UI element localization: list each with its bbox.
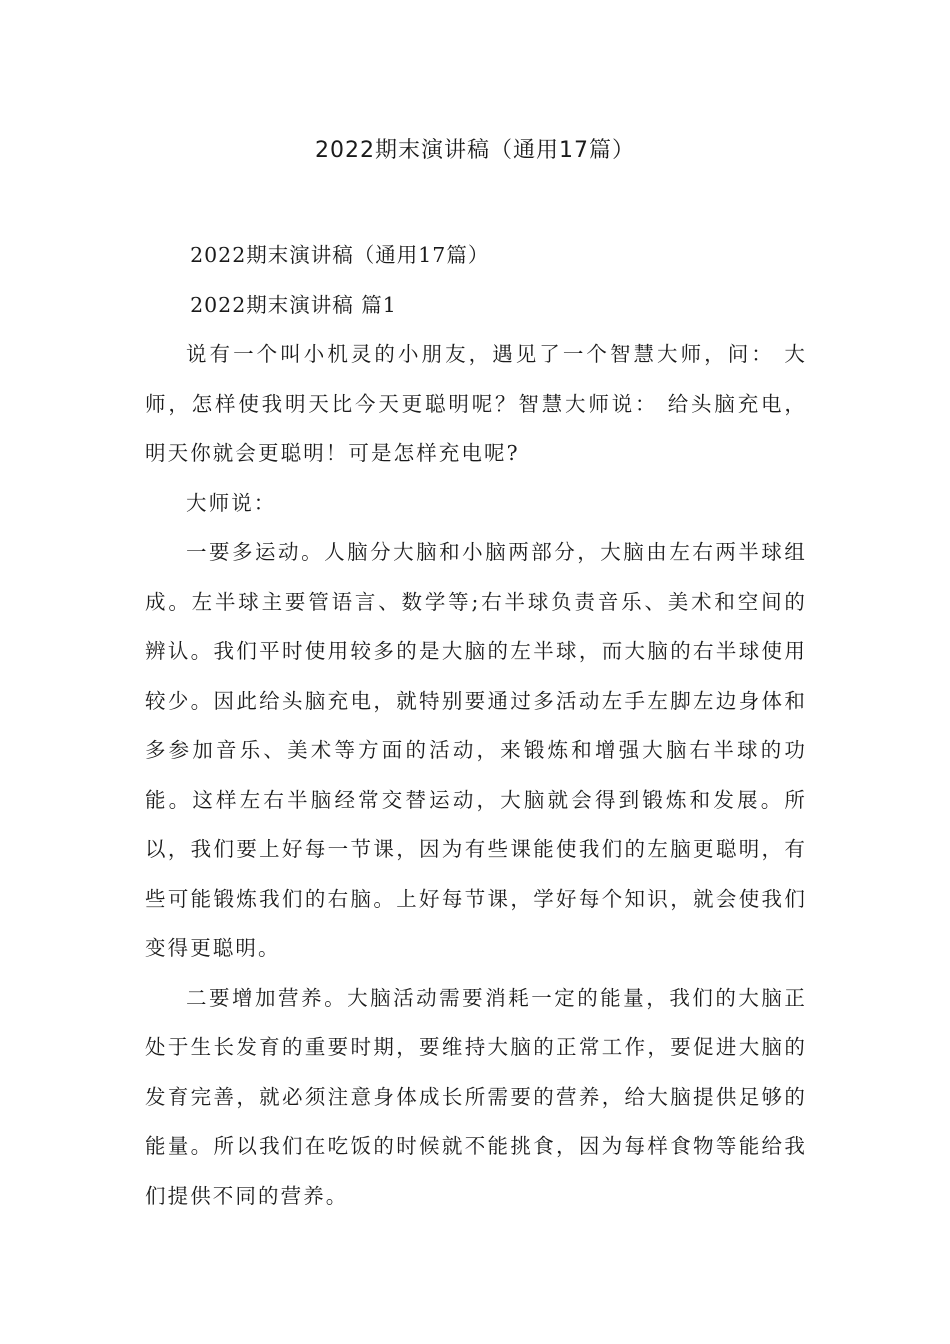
subtitle-paragraph: 2022期末演讲稿（通用17篇） <box>190 243 490 267</box>
section-heading: 2022期末演讲稿 篇1 <box>190 292 397 317</box>
document-title: 2022期末演讲稿（通用17篇） <box>315 138 635 163</box>
document-body <box>145 231 807 1221</box>
body-paragraph: 二要增加营养。大脑活动需要消耗一定的能量，我们的大脑正处于生长发育的重要时期，要维持大脑的正常工作，要促进大脑的发育完善，就必须注意身体成长所需要的营养，给大脑提供足够的能量。所以我们在吃饭的时候就不能挑食，因为每样食物等能给我们提供不同的营养。 <box>145 985 807 1208</box>
body-paragraph: 一要多运动。人脑分大脑和小脑两部分，大脑由左右两半球组成。左半球主要管语言、数学等;右半球负责音乐、美术和空间的辨认。我们平时使用较多的是大脑的左半球，而大脑的右半球使用较少。因此给头脑充电，就特别要通过多活动左手左脚左边身体和多参加音乐、美术等方面的活动，来锻炼和增强大脑右半球的功能。这样左右半脑经常交替运动，大脑就会得到锻炼和发展。所以，我们要上好每一节课，因为有些课能使我们的左脑更聪明，有些可能锻炼我们的右脑。上好每节课，学好每个知识，就会使我们变得更聪明。 <box>145 540 807 960</box>
body-paragraph: 大师说： <box>186 490 277 515</box>
body-paragraph: 说有一个叫小机灵的小朋友，遇见了一个智慧大师，问： 大师，怎样使我明天比今天更聪明呢？智慧大师说： 给头脑充电，明天你就会更聪明！可是怎样充电呢? <box>145 342 807 465</box>
